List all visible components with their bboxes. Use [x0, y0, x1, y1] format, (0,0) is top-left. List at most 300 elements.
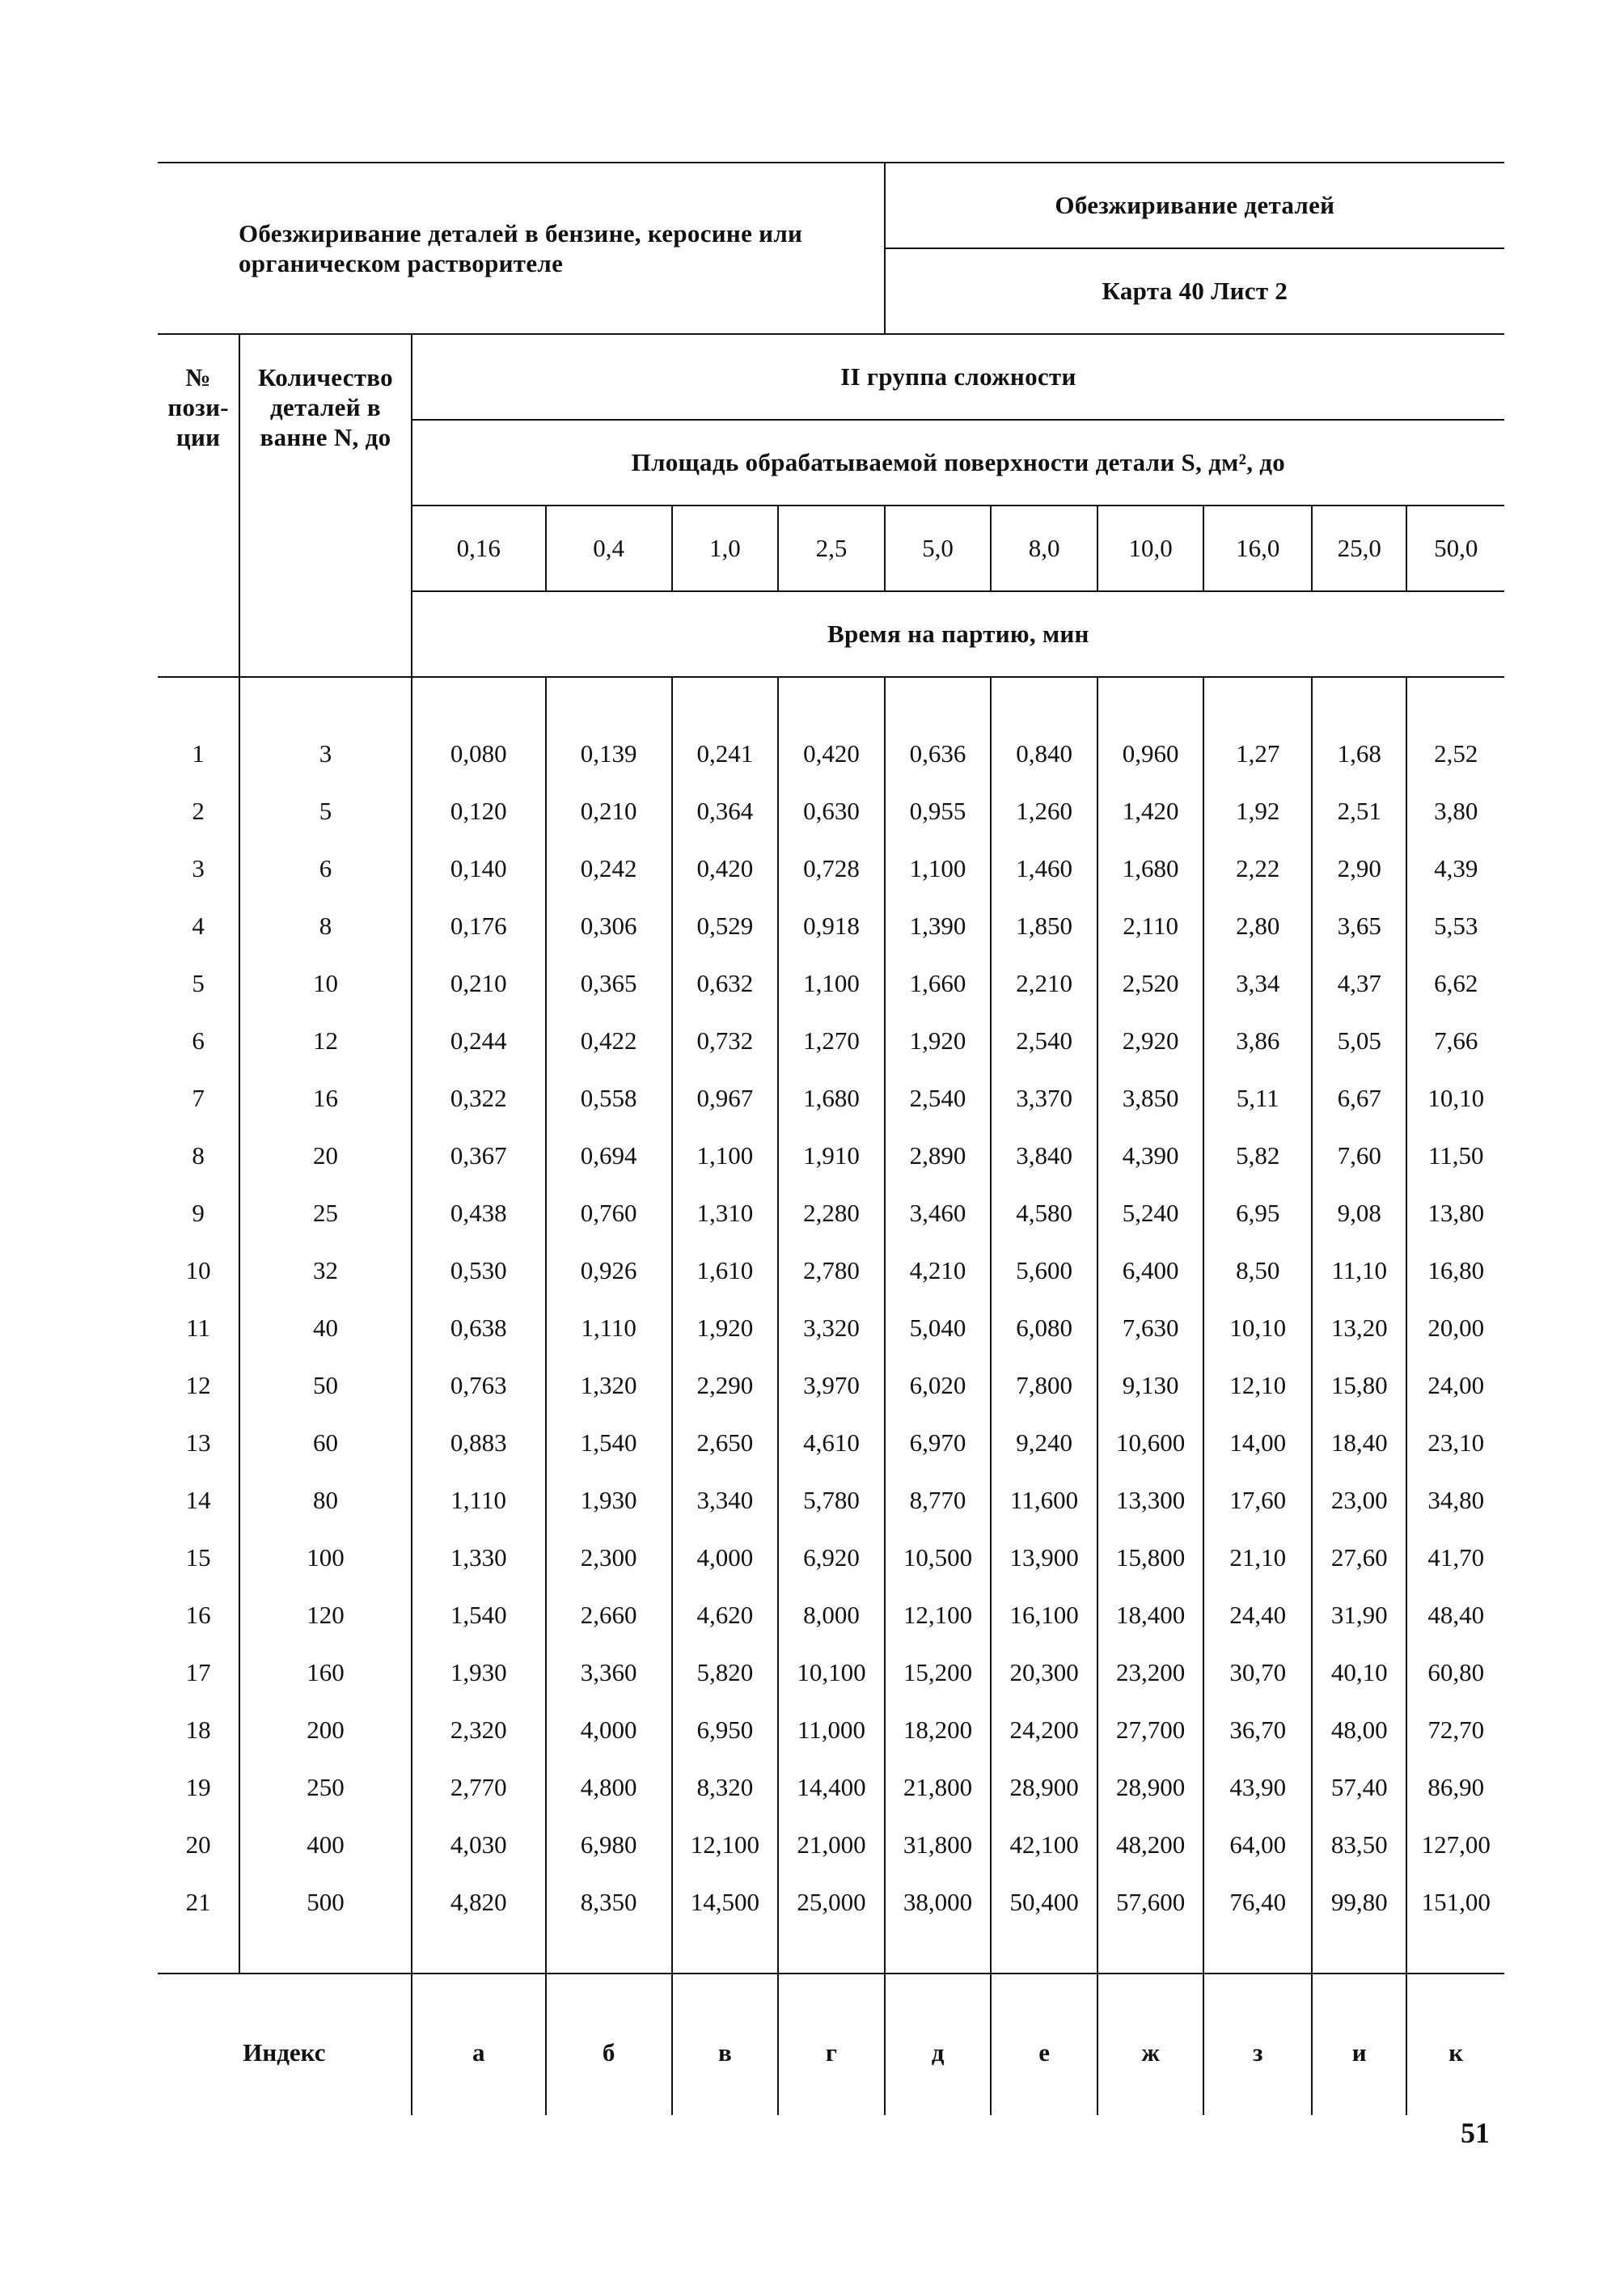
time-value-cell: 0,422	[546, 1012, 672, 1069]
time-value-cell: 8,000	[778, 1586, 885, 1644]
time-value-cell: 0,241	[672, 725, 779, 782]
time-value-cell: 0,632	[672, 954, 779, 1012]
time-value-cell: 27,60	[1312, 1529, 1406, 1586]
time-value-cell: 0,120	[412, 782, 546, 840]
time-value-cell: 10,500	[885, 1529, 992, 1586]
time-value-cell: 2,320	[412, 1701, 546, 1758]
time-value-cell: 0,364	[672, 782, 779, 840]
spacer-cell	[546, 1931, 672, 1974]
spacer-cell	[991, 1931, 1097, 1974]
spacer-cell	[546, 677, 672, 725]
time-value-cell: 2,660	[546, 1586, 672, 1644]
time-value-cell: 3,360	[546, 1644, 672, 1701]
time-value-cell: 76,40	[1203, 1873, 1312, 1931]
time-value-cell: 2,210	[991, 954, 1097, 1012]
time-value-cell: 4,030	[412, 1816, 546, 1873]
position-number-cell: 15	[158, 1529, 239, 1586]
quantity-cell: 10	[239, 954, 412, 1012]
time-value-cell: 0,080	[412, 725, 546, 782]
time-value-cell: 3,970	[778, 1356, 885, 1414]
time-value-cell: 34,80	[1427, 1485, 1485, 1514]
time-value-cell: 1,930	[546, 1471, 672, 1529]
time-value-cell: 0,420	[778, 725, 885, 782]
spacer-cell	[778, 1931, 885, 1974]
table-row	[158, 1356, 1504, 1414]
quantity-cell: 25	[239, 1184, 412, 1242]
surface-size-header: 0,4	[546, 506, 672, 591]
page-number: 51	[1461, 2117, 1490, 2149]
time-value-cell: 11,600	[991, 1471, 1097, 1529]
position-number-cell: 14	[158, 1471, 239, 1529]
time-value-cell: 4,610	[778, 1414, 885, 1471]
position-number-cell: 1	[158, 725, 239, 782]
spacer-cell	[885, 677, 992, 725]
time-value-cell: 0,636	[885, 725, 992, 782]
time-value-cell: 2,770	[412, 1758, 546, 1816]
index-letter: д	[885, 1974, 992, 2115]
table-row	[158, 1127, 1504, 1184]
index-letter: ж	[1097, 1974, 1204, 2115]
quantity-cell: 200	[239, 1701, 412, 1758]
spacer-cell	[1406, 1931, 1504, 1974]
time-value-cell: 5,53	[1434, 911, 1478, 940]
time-value-cell: 0,367	[412, 1127, 546, 1184]
position-number-cell: 7	[158, 1069, 239, 1127]
table-row	[158, 1242, 1504, 1299]
spacer-cell	[1203, 677, 1312, 725]
quantity-cell: 40	[239, 1299, 412, 1356]
surface-area-label: Площадь обрабатываемой поверхности детали S, дм², до	[412, 420, 1504, 506]
table-row	[158, 840, 1504, 897]
time-value-cell: 4,37	[1312, 954, 1406, 1012]
time-value-cell: 42,100	[991, 1816, 1097, 1873]
index-letter: з	[1203, 1974, 1312, 2115]
time-value-cell: 11,50	[1427, 1140, 1484, 1170]
time-value-cell: 3,850	[1097, 1069, 1204, 1127]
time-value-cell: 0,840	[991, 725, 1097, 782]
position-number-cell: 12	[158, 1356, 239, 1414]
position-column-header: № пози-ции	[158, 334, 239, 677]
time-value-cell: 1,680	[1097, 840, 1204, 897]
time-value-cell: 9,08	[1312, 1184, 1406, 1242]
time-value-cell: 13,80	[1427, 1198, 1485, 1227]
table-row	[158, 1758, 1504, 1816]
time-value-cell: 18,400	[1097, 1586, 1204, 1644]
time-value-cell: 86,90	[1427, 1772, 1485, 1801]
time-value-cell: 1,390	[885, 897, 992, 954]
time-value-cell: 8,50	[1203, 1242, 1312, 1299]
time-value-cell: 0,960	[1097, 725, 1204, 782]
table-row	[158, 1586, 1504, 1644]
time-value-cell: 5,05	[1312, 1012, 1406, 1069]
time-value-cell: 5,600	[991, 1242, 1097, 1299]
time-value-cell: 1,920	[672, 1299, 779, 1356]
spacer-cell	[239, 677, 412, 725]
quantity-cell: 250	[239, 1758, 412, 1816]
time-value-cell: 0,140	[412, 840, 546, 897]
quantity-cell: 12	[239, 1012, 412, 1069]
time-value-cell: 12,100	[672, 1816, 779, 1873]
document-title: Обезжиривание деталей в бензине, керосине или органическом растворителе	[158, 163, 885, 334]
time-value-cell: 14,00	[1203, 1414, 1312, 1471]
time-value-cell: 0,365	[546, 954, 672, 1012]
time-value-cell: 0,529	[672, 897, 779, 954]
table-row	[158, 1701, 1504, 1758]
time-value-cell: 30,70	[1203, 1644, 1312, 1701]
time-value-cell: 8,320	[672, 1758, 779, 1816]
quantity-cell: 80	[239, 1471, 412, 1529]
surface-size-header: 10,0	[1097, 506, 1204, 591]
time-value-cell: 4,580	[991, 1184, 1097, 1242]
time-value-cell: 1,310	[672, 1184, 779, 1242]
position-number-cell: 17	[158, 1644, 239, 1701]
time-value-cell: 1,320	[546, 1356, 672, 1414]
table-row	[158, 1644, 1504, 1701]
time-value-cell: 14,500	[672, 1873, 779, 1931]
quantity-cell: 6	[239, 840, 412, 897]
position-number-cell: 4	[158, 897, 239, 954]
time-value-cell: 1,110	[412, 1471, 546, 1529]
time-value-cell: 9,240	[991, 1414, 1097, 1471]
time-value-cell: 31,90	[1312, 1586, 1406, 1644]
quantity-cell: 20	[239, 1127, 412, 1184]
time-value-cell: 7,66	[1434, 1026, 1478, 1055]
time-value-cell: 25,000	[778, 1873, 885, 1931]
time-value-cell: 24,00	[1427, 1370, 1485, 1399]
time-value-cell: 31,800	[885, 1816, 992, 1873]
position-number-cell: 6	[158, 1012, 239, 1069]
surface-size-header: 8,0	[991, 506, 1097, 591]
time-value-cell: 36,70	[1203, 1701, 1312, 1758]
time-value-cell: 16,100	[991, 1586, 1097, 1644]
time-value-cell: 20,00	[1427, 1313, 1485, 1342]
position-number-cell: 10	[158, 1242, 239, 1299]
surface-size-header: 0,16	[412, 506, 546, 591]
time-value-cell: 0,760	[546, 1184, 672, 1242]
position-number-cell: 2	[158, 782, 239, 840]
time-value-cell: 10,600	[1097, 1414, 1204, 1471]
time-value-cell: 83,50	[1312, 1816, 1406, 1873]
table-row	[158, 1012, 1504, 1069]
spacer-cell	[1312, 1931, 1406, 1974]
time-value-cell: 0,322	[412, 1069, 546, 1127]
time-value-cell: 1,540	[546, 1414, 672, 1471]
time-value-cell: 5,820	[672, 1644, 779, 1701]
quantity-cell: 50	[239, 1356, 412, 1414]
surface-size-header: 5,0	[885, 506, 992, 591]
time-value-cell: 48,200	[1097, 1816, 1204, 1873]
norms-table	[158, 162, 1504, 2115]
index-letter: е	[991, 1974, 1097, 2115]
spacer-cell	[1203, 1931, 1312, 1974]
time-value-cell: 151,00	[1421, 1887, 1491, 1916]
time-value-cell: 0,926	[546, 1242, 672, 1299]
table-row	[158, 1069, 1504, 1127]
time-value-cell: 2,22	[1203, 840, 1312, 897]
time-value-cell: 1,100	[672, 1127, 779, 1184]
time-value-cell: 21,10	[1203, 1529, 1312, 1586]
time-value-cell: 2,90	[1312, 840, 1406, 897]
time-value-cell: 1,680	[778, 1069, 885, 1127]
time-value-cell: 7,800	[991, 1356, 1097, 1414]
index-letter: а	[412, 1974, 546, 2115]
time-value-cell: 0,638	[412, 1299, 546, 1356]
index-letter: б	[546, 1974, 672, 2115]
time-value-cell: 21,000	[778, 1816, 885, 1873]
time-value-cell: 0,176	[412, 897, 546, 954]
spacer-cell	[412, 677, 546, 725]
time-value-cell: 2,540	[991, 1012, 1097, 1069]
time-value-cell: 8,770	[885, 1471, 992, 1529]
table-row	[158, 1529, 1504, 1586]
table-row	[158, 1299, 1504, 1356]
time-value-cell: 1,540	[412, 1586, 546, 1644]
time-value-cell: 2,520	[1097, 954, 1204, 1012]
time-value-cell: 48,00	[1312, 1701, 1406, 1758]
time-value-cell: 0,306	[546, 897, 672, 954]
time-value-cell: 64,00	[1203, 1816, 1312, 1873]
complexity-group-label: II группа сложности	[412, 334, 1504, 420]
spacer-cell	[991, 677, 1097, 725]
time-value-cell: 1,260	[991, 782, 1097, 840]
quantity-cell: 400	[239, 1816, 412, 1873]
surface-size-header: 16,0	[1203, 506, 1312, 591]
spacer-cell	[672, 677, 779, 725]
time-value-cell: 2,300	[546, 1529, 672, 1586]
time-value-cell: 3,80	[1434, 796, 1478, 825]
position-number-cell: 3	[158, 840, 239, 897]
spacer-cell	[1097, 1931, 1204, 1974]
time-value-cell: 24,200	[991, 1701, 1097, 1758]
index-letter: к	[1406, 1974, 1504, 2115]
position-number-cell: 16	[158, 1586, 239, 1644]
time-value-cell: 15,80	[1312, 1356, 1406, 1414]
position-number-cell: 18	[158, 1701, 239, 1758]
time-value-cell: 0,694	[546, 1127, 672, 1184]
time-value-cell: 72,70	[1427, 1715, 1485, 1744]
position-number-cell: 13	[158, 1414, 239, 1471]
time-value-cell: 11,000	[778, 1701, 885, 1758]
time-value-cell: 1,920	[885, 1012, 992, 1069]
time-value-cell: 0,210	[412, 954, 546, 1012]
time-value-cell: 3,370	[991, 1069, 1097, 1127]
table-row	[158, 1471, 1504, 1529]
time-value-cell: 10,10	[1203, 1299, 1312, 1356]
surface-size-header: 50,0	[1406, 506, 1504, 591]
time-value-cell: 20,300	[991, 1644, 1097, 1701]
time-value-cell: 5,11	[1203, 1069, 1312, 1127]
time-value-cell: 0,630	[778, 782, 885, 840]
time-value-cell: 0,728	[778, 840, 885, 897]
section-title: Обезжиривание деталей	[885, 163, 1504, 248]
time-value-cell: 1,330	[412, 1529, 546, 1586]
data-rows	[158, 725, 1504, 1931]
time-value-cell: 4,000	[546, 1701, 672, 1758]
time-value-cell: 0,732	[672, 1012, 779, 1069]
time-value-cell: 2,920	[1097, 1012, 1204, 1069]
time-value-cell: 6,62	[1434, 968, 1478, 997]
surface-size-header: 2,5	[778, 506, 885, 591]
time-value-cell: 0,242	[546, 840, 672, 897]
index-letter: в	[672, 1974, 779, 2115]
time-value-cell: 4,390	[1097, 1127, 1204, 1184]
position-number-cell: 20	[158, 1816, 239, 1873]
spacer-cell	[1312, 677, 1406, 725]
position-number-cell: 19	[158, 1758, 239, 1816]
time-value-cell: 0,530	[412, 1242, 546, 1299]
time-value-cell: 0,438	[412, 1184, 546, 1242]
time-value-cell: 48,40	[1427, 1600, 1485, 1629]
table-row	[158, 782, 1504, 840]
time-value-cell: 23,10	[1427, 1428, 1485, 1457]
time-value-cell: 2,290	[672, 1356, 779, 1414]
time-value-cell: 27,700	[1097, 1701, 1204, 1758]
quantity-cell: 160	[239, 1644, 412, 1701]
time-value-cell: 3,460	[885, 1184, 992, 1242]
time-value-cell: 1,27	[1203, 725, 1312, 782]
time-value-cell: 0,558	[546, 1069, 672, 1127]
time-value-cell: 3,840	[991, 1127, 1097, 1184]
time-caption: Время на партию, мин	[412, 591, 1504, 677]
time-value-cell: 6,980	[546, 1816, 672, 1873]
time-value-cell: 0,763	[412, 1356, 546, 1414]
time-value-cell: 2,110	[1097, 897, 1204, 954]
time-value-cell: 0,210	[546, 782, 672, 840]
time-value-cell: 23,200	[1097, 1644, 1204, 1701]
time-value-cell: 1,100	[778, 954, 885, 1012]
quantity-cell: 8	[239, 897, 412, 954]
time-value-cell: 0,967	[672, 1069, 779, 1127]
time-value-cell: 24,40	[1203, 1586, 1312, 1644]
time-value-cell: 28,900	[991, 1758, 1097, 1816]
time-value-cell: 6,67	[1312, 1069, 1406, 1127]
position-number-cell: 11	[158, 1299, 239, 1356]
time-value-cell: 5,82	[1203, 1127, 1312, 1184]
time-value-cell: 3,340	[672, 1471, 779, 1529]
time-value-cell: 13,300	[1097, 1471, 1204, 1529]
time-value-cell: 0,955	[885, 782, 992, 840]
time-value-cell: 10,100	[778, 1644, 885, 1701]
time-value-cell: 3,34	[1203, 954, 1312, 1012]
time-value-cell: 12,10	[1203, 1356, 1312, 1414]
position-number-cell: 5	[158, 954, 239, 1012]
time-value-cell: 6,920	[778, 1529, 885, 1586]
time-value-cell: 3,86	[1203, 1012, 1312, 1069]
time-value-cell: 15,800	[1097, 1529, 1204, 1586]
spacer-cell	[672, 1931, 779, 1974]
time-value-cell: 2,540	[885, 1069, 992, 1127]
time-value-cell: 4,39	[1434, 853, 1478, 882]
time-value-cell: 1,610	[672, 1242, 779, 1299]
time-value-cell: 2,52	[1434, 738, 1478, 768]
time-value-cell: 28,900	[1097, 1758, 1204, 1816]
time-value-cell: 6,080	[991, 1299, 1097, 1356]
table-row	[158, 1184, 1504, 1242]
time-value-cell: 1,460	[991, 840, 1097, 897]
spacer-cell	[158, 677, 239, 725]
time-value-cell: 5,040	[885, 1299, 992, 1356]
time-value-cell: 16,80	[1427, 1255, 1485, 1284]
table-row	[158, 1414, 1504, 1471]
time-value-cell: 1,100	[885, 840, 992, 897]
time-value-cell: 13,900	[991, 1529, 1097, 1586]
time-value-cell: 2,650	[672, 1414, 779, 1471]
time-value-cell: 127,00	[1421, 1830, 1491, 1859]
quantity-cell: 60	[239, 1414, 412, 1471]
time-value-cell: 4,210	[885, 1242, 992, 1299]
time-value-cell: 6,970	[885, 1414, 992, 1471]
position-number-cell: 9	[158, 1184, 239, 1242]
quantity-cell: 16	[239, 1069, 412, 1127]
time-value-cell: 0,244	[412, 1012, 546, 1069]
time-value-cell: 23,00	[1312, 1471, 1406, 1529]
time-value-cell: 2,51	[1312, 782, 1406, 840]
time-value-cell: 2,890	[885, 1127, 992, 1184]
spacer-cell	[1097, 677, 1204, 725]
time-value-cell: 21,800	[885, 1758, 992, 1816]
quantity-cell: 120	[239, 1586, 412, 1644]
position-number-cell: 21	[158, 1873, 239, 1931]
time-value-cell: 57,40	[1312, 1758, 1406, 1816]
quantity-cell: 32	[239, 1242, 412, 1299]
spacer-cell	[158, 1931, 239, 1974]
table-row	[158, 954, 1504, 1012]
quantity-cell: 3	[239, 725, 412, 782]
position-number-cell: 8	[158, 1127, 239, 1184]
time-value-cell: 0,918	[778, 897, 885, 954]
time-value-cell: 0,420	[672, 840, 779, 897]
time-value-cell: 43,90	[1203, 1758, 1312, 1816]
time-value-cell: 13,20	[1312, 1299, 1406, 1356]
index-letter: г	[778, 1974, 885, 2115]
time-value-cell: 10,10	[1427, 1083, 1485, 1112]
time-value-cell: 2,80	[1203, 897, 1312, 954]
table-row	[158, 897, 1504, 954]
surface-size-header: 1,0	[672, 506, 779, 591]
time-value-cell: 50,400	[991, 1873, 1097, 1931]
spacer-cell	[1406, 677, 1504, 725]
time-value-cell: 5,240	[1097, 1184, 1204, 1242]
time-value-cell: 7,60	[1312, 1127, 1406, 1184]
time-value-cell: 0,883	[412, 1414, 546, 1471]
spacer-cell	[885, 1931, 992, 1974]
time-value-cell: 1,92	[1203, 782, 1312, 840]
spacer-cell	[239, 1931, 412, 1974]
time-value-cell: 9,130	[1097, 1356, 1204, 1414]
time-value-cell: 1,930	[412, 1644, 546, 1701]
time-value-cell: 6,950	[672, 1701, 779, 1758]
time-value-cell: 4,820	[412, 1873, 546, 1931]
card-sheet-label: Карта 40 Лист 2	[885, 248, 1504, 334]
spacer-cell	[778, 677, 885, 725]
index-label: Индекс	[158, 1974, 412, 2115]
time-value-cell: 12,100	[885, 1586, 992, 1644]
time-value-cell: 1,110	[546, 1299, 672, 1356]
quantity-cell: 100	[239, 1529, 412, 1586]
time-value-cell: 41,70	[1427, 1542, 1485, 1572]
time-value-cell: 11,10	[1312, 1242, 1406, 1299]
index-letter: и	[1312, 1974, 1406, 2115]
time-value-cell: 18,200	[885, 1701, 992, 1758]
time-value-cell: 0,139	[546, 725, 672, 782]
quantity-cell: 500	[239, 1873, 412, 1931]
time-value-cell: 8,350	[546, 1873, 672, 1931]
time-value-cell: 17,60	[1203, 1471, 1312, 1529]
table-row	[158, 725, 1504, 782]
time-value-cell: 15,200	[885, 1644, 992, 1701]
time-value-cell: 4,800	[546, 1758, 672, 1816]
time-value-cell: 38,000	[885, 1873, 992, 1931]
